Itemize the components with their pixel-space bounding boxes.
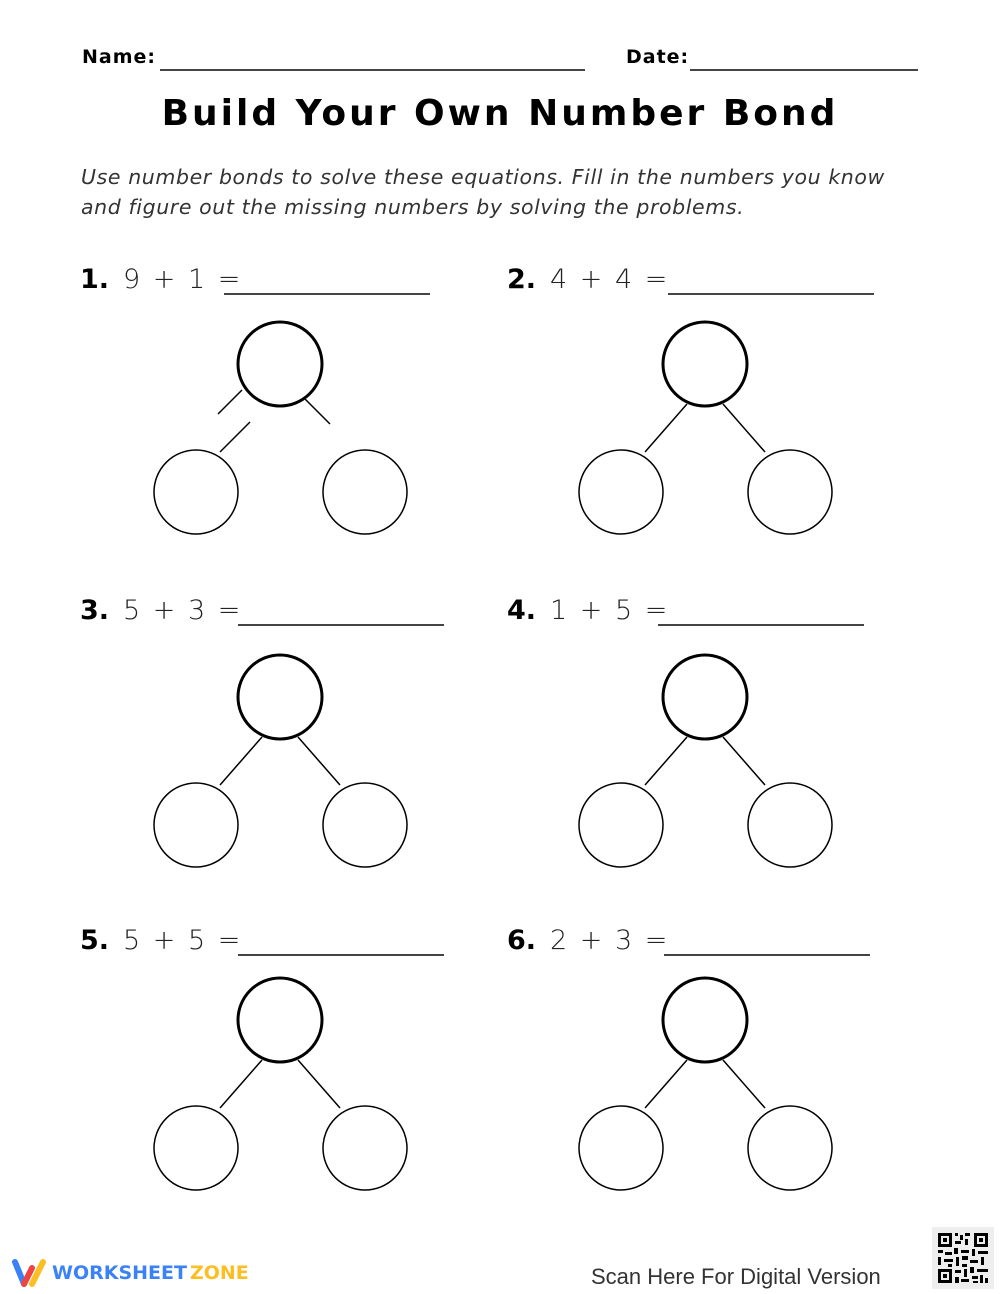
- instructions-line-1: Use number bonds to solve these equations. Fill in the numbers you know: [81, 165, 885, 189]
- problem-6: [507, 925, 669, 956]
- page-title: Build Your Own Number Bond: [161, 93, 839, 134]
- number-bond-1: [150, 318, 414, 538]
- part-circle-left[interactable]: [154, 783, 238, 867]
- instructions-line-2: and figure out the missing numbers by solving the problems.: [81, 195, 745, 219]
- whole-circle[interactable]: [663, 978, 747, 1062]
- number-bond-4: [575, 651, 839, 871]
- qr-code-icon[interactable]: [932, 1227, 994, 1289]
- part-circle-left[interactable]: [154, 1106, 238, 1190]
- worksheet-zone-logo-icon: [10, 1258, 48, 1288]
- worksheet-zone-logo[interactable]: [10, 1258, 249, 1288]
- answer-field-1[interactable]: [224, 293, 430, 295]
- part-circle-left[interactable]: [579, 450, 663, 534]
- answer-field-4[interactable]: [658, 624, 864, 626]
- answer-field-6[interactable]: [664, 954, 870, 956]
- whole-circle[interactable]: [663, 655, 747, 739]
- whole-circle[interactable]: [238, 655, 322, 739]
- date-field[interactable]: [690, 69, 918, 71]
- logo-text-worksheet: WORKSHEET: [52, 1262, 187, 1284]
- problem-number: 3.: [80, 595, 110, 626]
- name-field[interactable]: [160, 69, 585, 71]
- problem-number: 6.: [507, 925, 537, 956]
- problem-equation: 2 + 3 =: [550, 925, 670, 956]
- scan-caption: Scan Here For Digital Version: [591, 1264, 881, 1289]
- number-bond-6: [575, 974, 839, 1194]
- answer-field-5[interactable]: [238, 954, 444, 956]
- problem-3: [80, 595, 242, 626]
- instructions: [81, 162, 941, 222]
- problem-equation: 5 + 3 =: [123, 595, 243, 626]
- part-circle-right[interactable]: [748, 450, 832, 534]
- problem-equation: 1 + 5 =: [550, 595, 670, 626]
- part-circle-left[interactable]: [579, 783, 663, 867]
- problem-1: [80, 264, 242, 295]
- problem-number: 5.: [80, 925, 110, 956]
- problem-5: [80, 925, 242, 956]
- answer-field-2[interactable]: [668, 293, 874, 295]
- problem-number: 2.: [507, 264, 537, 295]
- problem-number: 4.: [507, 595, 537, 626]
- problem-number: 1.: [80, 264, 110, 295]
- number-bond-5: [150, 974, 414, 1194]
- problem-equation: 5 + 5 =: [123, 925, 243, 956]
- part-circle-left[interactable]: [154, 450, 238, 534]
- problem-equation: 9 + 1 =: [123, 264, 243, 295]
- part-circle-left[interactable]: [579, 1106, 663, 1190]
- part-circle-right[interactable]: [748, 783, 832, 867]
- answer-field-3[interactable]: [238, 624, 444, 626]
- name-label: Name:: [82, 46, 157, 68]
- whole-circle[interactable]: [238, 322, 322, 406]
- whole-circle[interactable]: [238, 978, 322, 1062]
- whole-circle[interactable]: [663, 322, 747, 406]
- problem-2: [507, 264, 669, 295]
- logo-text-zone: ZONE: [189, 1262, 249, 1284]
- part-circle-right[interactable]: [323, 783, 407, 867]
- part-circle-right[interactable]: [748, 1106, 832, 1190]
- part-circle-right[interactable]: [323, 450, 407, 534]
- date-label: Date:: [626, 46, 690, 68]
- number-bond-2: [575, 318, 839, 538]
- part-circle-right[interactable]: [323, 1106, 407, 1190]
- problem-equation: 4 + 4 =: [550, 264, 670, 295]
- problem-4: [507, 595, 669, 626]
- number-bond-3: [150, 651, 414, 871]
